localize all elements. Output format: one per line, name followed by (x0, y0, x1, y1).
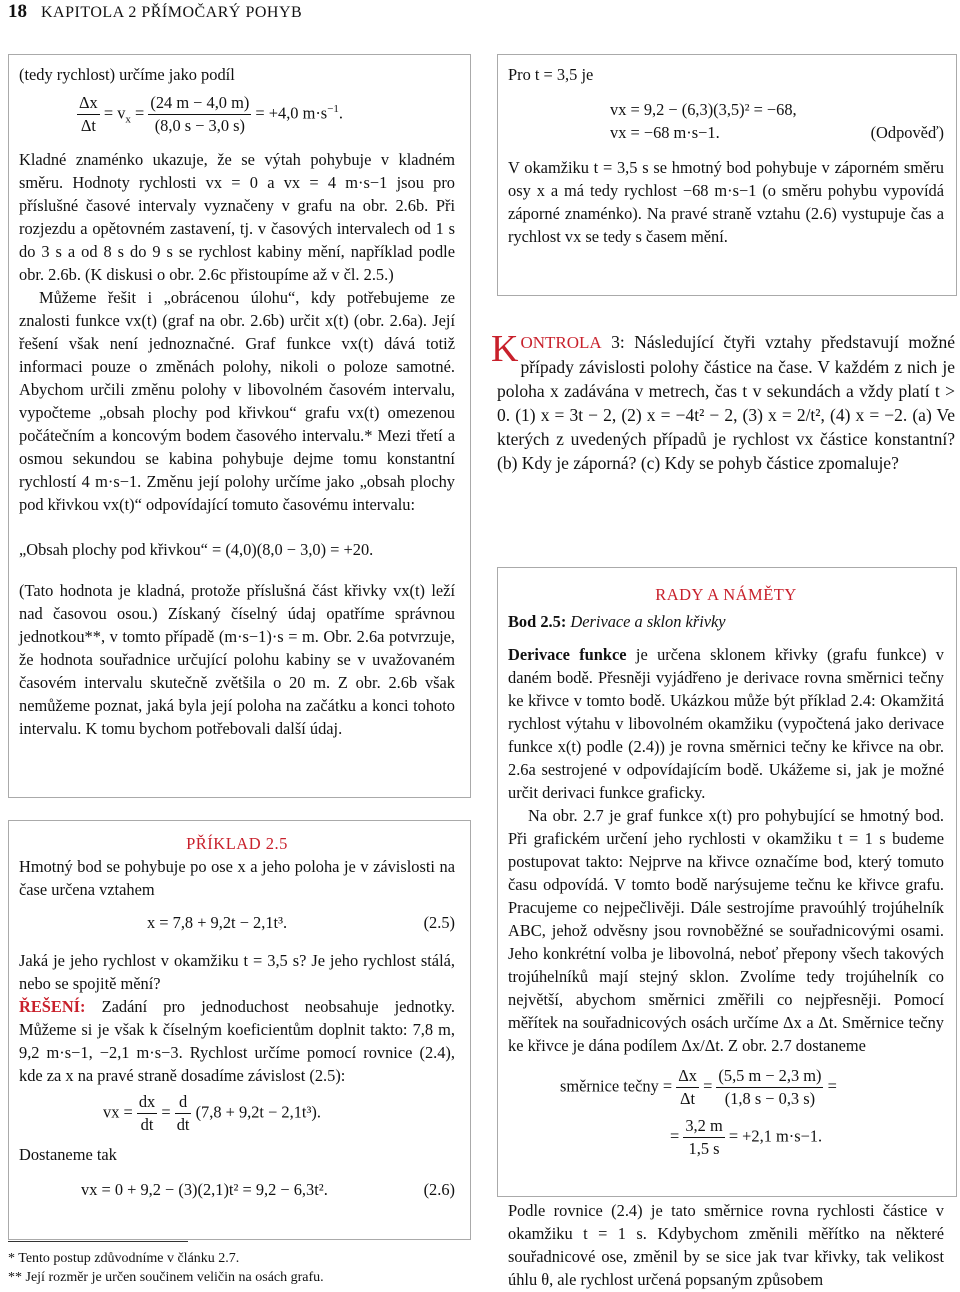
example-content (19, 832, 455, 1204)
area-equation: „Obsah plochy pod křivkou“ = (4,0)(8,0 − 3,0) = +20. (19, 540, 374, 559)
paragraph-1: Kladné znaménko ukazuje, že se výtah pohybuje v kladném směru. Hodnoty rychlosti vx = 0 a vx = 4 m·s−1 jsou pro příslušné časové intervaly vyznačeny v grafu na obr. 2.6b. Při rozjezdu a opětovném zastavení, tj. v časových intervalech od 1 s do 3 s a od 8 s do 9 s se rychlost kabiny mění, například podle obr. 2.6b. (K diskusi o obr. 2.6c přistoupíme až v čl. 2.5.) (19, 150, 455, 284)
tips-paragraph-1: Derivace funkce je určena sklonem křivky (grafu funkce) v daném bodě. Přesněji vyjádřeno je derivace rovna směrnici tečny ke křivce v tomto bodě. Ukázkou může být příklad 2.4: Okamžitá rychlost výtahu v libovolném okamžiku (vypočtená jako derivace funkce x(t) podle (2.4)) je rovna směrnici tečny ke křivce na obr. 2.6a sestrojené v odpovídajícím bodě. Ukážeme si, jak je možné určit derivaci funkce graficky. (508, 645, 945, 802)
footnote-1: * Tento postup zdůvodníme v článku 2.7. (8, 1251, 240, 1266)
footnote-2: ** Její rozměr je určen součinem veličin na osách grafu. (8, 1270, 324, 1285)
page-number: 18 (8, 1, 27, 22)
intro-line: (tedy rychlost) určíme jako podíl (19, 65, 235, 84)
equation-2-5: x = 7,8 + 9,2t − 2,1t³. (2.5) (147, 913, 455, 932)
right-eq-2-row (508, 121, 944, 144)
slope-equation: směrnice tečny = $\frac{\Delta x}{\Delta t}$ = $\frac{(5,5 m - 2,3 m)}{(1,8 s - 0,3 s)}$ = = $\frac{3,2 m}{1,5 s}$ = +2,1 m·s−1. (560, 1066, 837, 1158)
control-word: ONTROLA (520, 333, 602, 352)
example-text-4: Dostaneme tak (19, 1145, 117, 1164)
right-eq-2: vx = −68 m·s−1. (610, 123, 720, 142)
eq1-lhs-fraction: $\frac{\Delta x}{\Delta t}$ (79, 93, 98, 135)
right-eq-1: vx = 9,2 − (6,3)(3,5)² = −68, (610, 100, 797, 119)
paragraph-3: (Tato hodnota je kladná, protože příslušná část křivky vx(t) leží nad časovou osou.) Získaný číselný údaj opatříme správnou jednotkou**, v tomto případě (m·s−1)·s = m. Obr. 2.6a potvrzuje, že hodnota souřadnice určující polohu kabiny se v uvažovaném časovém intervalu skutečně zvětšila o 20 m. Z obr. 2.6b však nemůžeme poznat, jaká byla její poloha na začátku a konci tohoto intervalu. K tomu bychom potřebovali další údaj. (19, 581, 455, 738)
velocity-derivative-equation: vx = $\frac{dx}{dt}$ = $\frac{d}{dt}$ (7,8 + 9,2t − 2,1t³). (103, 1092, 321, 1134)
left-column (19, 63, 455, 740)
control-text: 3: Následující čtyři vztahy představují možné případy závislosti polohy částice na čase. V každém z nich je poloha x zadávána v metrech, čas t v sekundách a vždy platí t > 0. (1) x = 3t − 2, (2) x = −4t² − 2, (3) x = 2/t², (4) x = −2. (a) Ve kterých z uvedených případů je rychlost vx částice konstantní? (b) Kdy je záporná? (c) Kdy se pohyb částice zpomaluje? (497, 332, 955, 473)
tips-paragraph-2: Na obr. 2.7 je graf funkce x(t) pro pohybující se hmotný bod. Při grafickém určení jeho rychlosti v okamžiku t = 1 s budeme postupovat takto: Nejprve na křivce označíme bod, který tomuto času odpovídá. V tomto bodě narýsujeme tečnu ke křivce grafu. Pracujeme co nejpečlivěji. Dále sestrojíme pravoúhlý trojúhelník ABC, jehož odvěsny jsou rovnoběžné se souřadnicovými osami. Jeho konkrétní volba je libovolná, neboť přepony všech takových trojúhelníků mají stejný sklon. Zvolíme tedy trojúhelník co největší, abychom směrnici změřili co nejpřesněji. Pomocí měřítek na souřadnicových osách určíme Δx a Δt. Směrnice tečny ke křivce je dána podílem Δx/Δt. Z obr. 2.7 dostaneme (508, 806, 944, 1055)
tips-paragraph-3: Podle rovnice (2.4) je tato směrnice rovna rychlosti částice v okamžiku t = 1 s. Kdybychom změnili měřítko na některé souřadnicové ose, změnil by se sice jak tvar křivky, tak velikost úhlu θ, ale rychlost určená popsaným způsobem (508, 1201, 944, 1289)
footnote-rule (8, 1241, 188, 1242)
control-question (491, 328, 955, 475)
paragraph-2: Můžeme řešit i „obrácenou úlohu“, kdy potřebujeme ze znalosti funkce vx(t) (graf na obr. 2.6b) určit x(t) (obr. 2.6a). Její řešení však není jednoznačné. Graf funkce vx(t) dává totiž informaci pouze o změnách polohy, nikoli o poloze samotné. Abychom určili změnu polohy v libovolném časovém intervalu, vypočteme „obsah plochy pod křivkou“ grafu vx(t) omezenou počátečním a koncovým bodem časového intervalu.* Mezi třetí a osmou sekundou se kabina pohybuje dejme tomu konstantní rychlostí 4 m·s−1. Změnu její polohy určíme jako „obsah plochy pod křivkou vx(t)“ odpovídající tomuto časovému intervalu: (19, 288, 455, 514)
solution-paragraph: ŘEŠENÍ: Zadání pro jednoduchost neobsahuje jednotky. Můžeme si je však k číselným koeficientům doplnit takto: 7,8 m, 9,2 m·s−1, −2,1 m·s−3. Rychlost určíme pomocí rovnice (2.4), kde za x na pravé straně dosadíme závislost (2.5): (19, 997, 455, 1085)
solution-label: ŘEŠENÍ: (19, 997, 86, 1016)
tips-heading: RADY A NÁMĚTY (655, 585, 797, 604)
right-paragraph: V okamžiku t = 3,5 s se hmotný bod pohybuje v záporném směru osy x a má tedy rychlost −68 m·s−1 (o směru pohybu vypovídá záporné znaménko). Na pravé straně vztahu (2.6) vystupuje čas a rychlost vx se tedy s časem mění. (508, 158, 944, 246)
right-solution-content (508, 63, 944, 248)
example-text-2: Jaká je jeho rychlost v okamžiku t = 3,5 s? Je jeho rychlost stálá, nebo se spojitě mění? (19, 951, 455, 993)
page-header (8, 0, 302, 22)
right-intro: Pro t = 3,5 je (508, 65, 594, 84)
example-heading: PŘÍKLAD 2.5 (186, 834, 288, 853)
answer-label: (Odpověď) (870, 123, 944, 142)
tips-subheading: Bod 2.5: Derivace a sklon křivky (508, 612, 726, 631)
tips-content (508, 583, 944, 1165)
example-text-1: Hmotný bod se pohybuje po ose x a jeho poloha je v závislosti na čase určena vztahem (19, 857, 455, 899)
eq1-rhs-fraction: $\frac{(24 m - 4,0 m)}{(8,0 s - 3,0 s)}$ (150, 93, 250, 135)
equation-2-6: vx = 0 + 9,2 − (3)(2,1)t² = 9,2 − 6,3t². (2.6) (81, 1180, 455, 1199)
control-initial: K (491, 328, 519, 370)
velocity-equation: $\frac{\Delta x}{\Delta t}$ = $v_x$ = $\frac{(24 m - 4,0 m)}{(8,0 s - 3,0 s)}$ = +4,0 $m\cdot s^{-1}$. (79, 93, 344, 135)
chapter-title: KAPITOLA 2 PŘÍMOČARÝ POHYB (41, 4, 303, 21)
